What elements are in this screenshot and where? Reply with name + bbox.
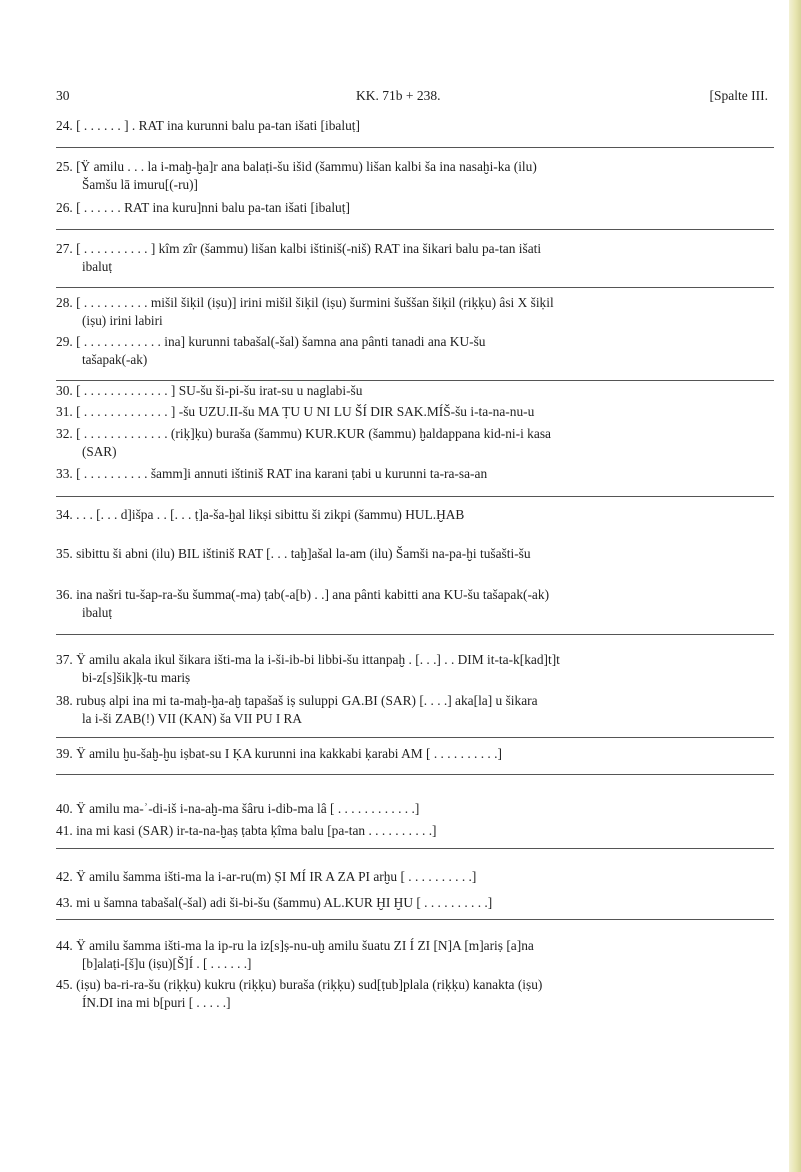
text-line-44-cont: [b]alaṭi-[š]u (iṣu)[Š]Í . [ . . . . . .] [82, 956, 252, 971]
text-line-28: 28. [ . . . . . . . . . . mišil šiḳil (iṣu)] irini mišil šiḳil (iṣu) šurmini šuššan šiḳil (riḳḳu) âsi X šiḳil [56, 295, 554, 310]
section-divider [56, 380, 774, 381]
text-line-27: 27. [ . . . . . . . . . . ] kîm zîr (šammu) lišan kalbi ištiniš(-niš) RAT ina šikari balu pa-tan išati [56, 241, 542, 256]
text-line-36-cont: ibaluṭ [82, 605, 113, 620]
text-line-31: 31. [ . . . . . . . . . . . . . ] -šu UZU.II-šu MA ṬU U NI LU ŠÍ DIR SAK.MÍŠ-šu i-ta-na-nu-u [56, 404, 535, 419]
text-line-39: 39. Ÿ amilu ḫu-šaḫ-ḫu iṣbat-su I ḲA kurunni ina kakkabi ḳarabi AM [ . . . . . . . . . .] [56, 746, 502, 761]
section-divider [56, 774, 774, 775]
section-divider [56, 147, 774, 148]
text-line-32: 32. [ . . . . . . . . . . . . . (riḳ]ḳu) buraša (šammu) KUR.KUR (šammu) ḫaldappana kid-ni-i kasa [56, 426, 551, 441]
text-line-37-cont: bi-z[s]šik]ḳ-tu mariṣ [82, 670, 191, 685]
text-line-37: 37. Ÿ amilu akala ikul šikara išti-ma la i-ši-ib-bi libbi-šu ittanpaḫ . [. . .] . . DIM it-ta-k[kad]t]t [56, 652, 560, 667]
section-divider [56, 229, 774, 230]
section-divider [56, 496, 774, 497]
text-line-28-cont: (iṣu) irini labiri [82, 313, 163, 328]
text-line-29: 29. [ . . . . . . . . . . . . ina] kurunni tabašal(-šal) šamna ana pânti tanadi ana KU-šu [56, 334, 486, 349]
text-line-41: 41. ina mi kasi (SAR) ir-ta-na-ḫaṣ ṭabta ḳîma balu [pa-tan . . . . . . . . . .] [56, 823, 437, 838]
text-line-42: 42. Ÿ amilu šamma išti-ma la i-ar-ru(m) ṢI MÍ IR A ZA PI arḫu [ . . . . . . . . . .] [56, 869, 477, 884]
text-line-34: 34. . . . [. . . d]išpa . . [. . . ṭ]a-ša-ḫal likṣi sibittu ši zikpi (šammu) HUL.ḪAB [56, 507, 465, 522]
page-number: 30 [56, 88, 70, 103]
text-line-25-cont: Šamšu lā imuru[(-ru)] [82, 177, 198, 192]
section-divider [56, 848, 774, 849]
text-line-43: 43. mi u šamna tabašal(-šal) adi ši-bi-šu (šammu) AL.KUR ḪI ḪU [ . . . . . . . . . .] [56, 895, 493, 910]
text-line-40: 40. Ÿ amilu ma-ʾ-di-iš i-na-aḫ-ma šâru i-dib-ma lâ [ . . . . . . . . . . . .] [56, 801, 420, 816]
tablet-reference: KK. 71b + 238. [356, 88, 441, 103]
text-line-36: 36. ina našri tu-šap-ra-šu šumma(-ma) ṭab(-a[b) . .] ana pânti kabitti ana KU-šu tašapak(-ak) [56, 587, 550, 602]
text-line-35: 35. sibittu ši abni (ilu) BIL ištiniš RAT [. . . taḫ]ašal la-am (ilu) Šamši na-pa-ḫi tušašti-šu [56, 546, 531, 561]
text-line-29-cont: tašapak(-ak) [82, 352, 148, 367]
page-edge [789, 0, 801, 1172]
text-line-24: 24. [ . . . . . . ] . RAT ina kurunni balu pa-tan išati [ibaluṭ] [56, 118, 360, 133]
section-divider [56, 287, 774, 288]
section-divider [56, 919, 774, 920]
section-divider [56, 737, 774, 738]
text-line-32-cont: (SAR) [82, 444, 117, 459]
text-line-38-cont: la i-ši ZAB(!) VII (KAN) ša VII PU I RA [82, 711, 302, 726]
text-line-45: 45. (iṣu) ba-ri-ra-šu (riḳḳu) kukru (riḳḳu) buraša (riḳḳu) sud[ṭub]plala (riḳḳu) kanakta (iṣu) [56, 977, 543, 992]
text-line-27-cont: ibaluṭ [82, 259, 113, 274]
page-header [56, 88, 768, 108]
text-line-45-cont: ÍN.DI ina mi b[puri [ . . . . .] [82, 995, 231, 1010]
text-line-30: 30. [ . . . . . . . . . . . . . ] SU-šu ši-pi-šu irat-su u naglabi-šu [56, 383, 363, 398]
text-line-44: 44. Ÿ amilu šamma išti-ma la ip-ru la iz[s]ṣ-nu-uḫ amilu šuatu ZI Í ZI [N]A [m]ariṣ [a]na [56, 938, 534, 953]
text-line-25: 25. [Ÿ amilu . . . la i-maḫ-ḫa]r ana balaṭi-šu išid (šammu) lišan kalbi ša ina nasaḫi-ka (ilu) [56, 159, 537, 174]
section-divider [56, 634, 774, 635]
column-label: [Spalte III. [709, 88, 768, 103]
text-line-38: 38. rubuṣ alpi ina mi ta-maḫ-ḫa-aḫ tapašaš iṣ suluppi GA.BI (SAR) [. . . .] aka[la] u šikara [56, 693, 538, 708]
text-line-33: 33. [ . . . . . . . . . . šamm]i annuti ištiniš RAT ina karani ṭabi u kurunni ta-ra-sa-an [56, 466, 488, 481]
text-line-26: 26. [ . . . . . . RAT ina kuru]nni balu pa-tan išati [ibaluṭ] [56, 200, 350, 215]
